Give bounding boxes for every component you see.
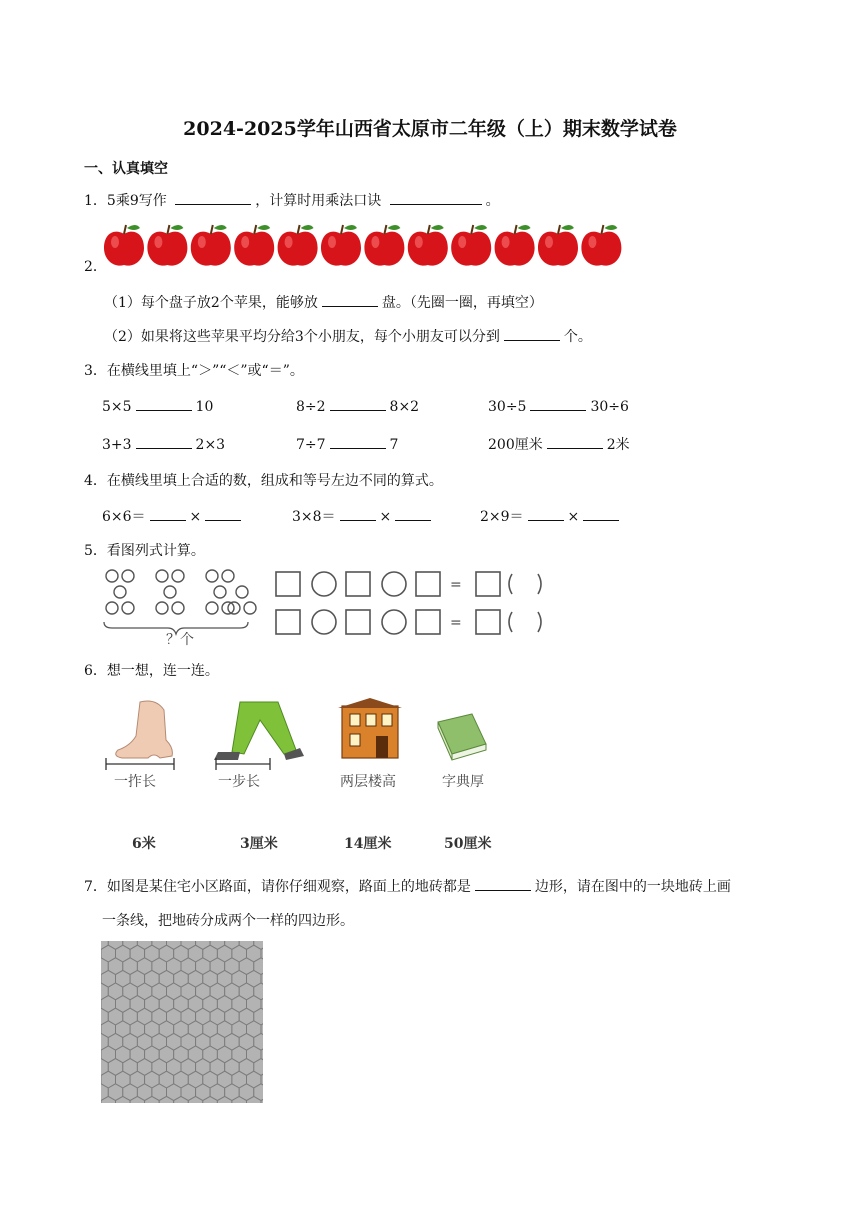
answer-blank[interactable] — [150, 506, 186, 521]
answer-blank[interactable] — [504, 326, 560, 341]
matching-figure — [100, 696, 500, 858]
answer-blank[interactable] — [330, 434, 386, 449]
hexagon-tile[interactable] — [123, 1109, 138, 1126]
hexagon-tile[interactable] — [108, 1109, 123, 1126]
hexagon-tile[interactable] — [254, 1109, 268, 1126]
hexagon-tile[interactable] — [261, 1071, 276, 1088]
hexagon-tile[interactable] — [167, 1109, 182, 1126]
equation-item: 2×9＝ × — [480, 506, 623, 526]
equals-sign: = — [450, 615, 462, 631]
question-number: 5． — [84, 543, 107, 559]
compare-item: 3+3 2×3 — [102, 434, 225, 453]
question-text: 个。 — [563, 329, 592, 345]
section-heading: 一、认真填空 — [84, 161, 168, 177]
apple-icon — [104, 225, 144, 266]
hexagon-tile[interactable] — [225, 1109, 240, 1126]
dictionary-picture — [438, 714, 486, 760]
hexagon-tile[interactable] — [239, 1109, 254, 1126]
hexagon-tile[interactable] — [261, 1096, 276, 1113]
hexagon-tile[interactable] — [196, 1109, 211, 1126]
answer-blank[interactable] — [528, 506, 564, 521]
hexagon-tile[interactable] — [203, 1096, 218, 1113]
question-text: 在横线里填上合适的数，组成和等号左边不同的算式。 — [106, 473, 443, 489]
question-text: （2）如果将这些苹果平均分给3个小朋友，每个小朋友可以分到 — [104, 329, 500, 345]
value-option[interactable]: 50厘米 — [444, 836, 492, 852]
question-number: 3． — [84, 363, 107, 379]
answer-blank[interactable] — [175, 190, 251, 205]
answer-blank[interactable] — [322, 292, 378, 307]
caption-building-height: 两层楼高 — [340, 774, 396, 790]
apple-icon — [408, 225, 448, 266]
value-option[interactable]: 6米 — [132, 836, 156, 852]
question-2-part-2 — [104, 326, 592, 346]
question-2-part-1 — [104, 292, 543, 312]
hexagon-tile[interactable] — [101, 1096, 116, 1113]
equation-item: 6×6＝ × — [102, 506, 245, 526]
hexagon-tile[interactable] — [87, 1046, 102, 1063]
hand-span-picture — [106, 701, 174, 770]
question-number: 6． — [84, 663, 107, 679]
compare-item: 5×5 10 — [102, 396, 213, 415]
caption-hand-span: 一拃长 — [114, 774, 156, 790]
hexagon-tile[interactable] — [261, 970, 276, 987]
hexagon-tile[interactable] — [79, 958, 94, 975]
hexagon-tile[interactable] — [87, 1096, 102, 1113]
answer-blank[interactable] — [530, 396, 586, 411]
caption-dictionary-thickness: 字典厚 — [442, 774, 484, 790]
hexagon-tile[interactable] — [94, 1109, 109, 1126]
question-text: 。 — [485, 193, 500, 209]
apple-row — [102, 222, 622, 270]
hexagon-tile[interactable] — [79, 1033, 94, 1050]
answer-blank[interactable] — [547, 434, 603, 449]
question-number: 7． — [84, 879, 107, 895]
hexagon-tile-pavement[interactable] — [101, 941, 263, 1103]
compare-item: 30÷5 30÷6 — [488, 396, 629, 415]
question-text: 5乘9写作 — [106, 193, 167, 209]
hexagon-tile[interactable] — [247, 1096, 262, 1113]
hexagon-tile[interactable] — [79, 1008, 94, 1025]
hexagon-tile[interactable] — [87, 1071, 102, 1088]
answer-blank[interactable] — [395, 506, 431, 521]
hexagon-tile[interactable] — [87, 970, 102, 987]
question-text: 如图是某住宅小区路面，请你仔细观察，路面上的地砖都是 — [106, 879, 471, 895]
question-text: 看图列式计算。 — [106, 543, 205, 559]
circle-groups-figure — [100, 566, 550, 648]
compare-item: 8÷2 8×2 — [296, 396, 419, 415]
question-number: 2． — [84, 259, 107, 275]
hexagon-tile[interactable] — [145, 1096, 160, 1113]
hexagon-tile[interactable] — [261, 945, 276, 962]
answer-blank[interactable] — [475, 876, 531, 891]
question-number: 4． — [84, 473, 107, 489]
hexagon-tile[interactable] — [261, 1021, 276, 1038]
hexagon-tile[interactable] — [87, 920, 102, 937]
apple-icon — [451, 225, 491, 266]
equals-sign: = — [450, 577, 462, 593]
hexagon-tile[interactable] — [79, 1109, 94, 1126]
hexagon-tile[interactable] — [181, 1109, 196, 1126]
question-text: 想一想，连一连。 — [106, 663, 219, 679]
question-text: ，计算时用乘法口诀 — [255, 193, 382, 209]
caption-step-length: 一步长 — [218, 774, 260, 790]
hexagon-tile[interactable] — [116, 1096, 131, 1113]
hexagon-tile[interactable] — [79, 1084, 94, 1101]
hexagon-tile[interactable] — [232, 1096, 247, 1113]
apple-icon — [147, 225, 187, 266]
apple-icon — [581, 225, 621, 266]
compare-item: 7÷7 7 — [296, 434, 398, 453]
question-text: 一条线，把地砖分成两个一样的四边形。 — [102, 913, 354, 929]
hexagon-tile[interactable] — [217, 1096, 232, 1113]
hexagon-tile[interactable] — [79, 983, 94, 1000]
hexagon-tile[interactable] — [152, 1109, 167, 1126]
apple-icon — [321, 225, 361, 266]
apple-icon — [234, 225, 274, 266]
apple-icon — [278, 225, 318, 266]
question-7 — [84, 876, 731, 896]
hexagon-tile[interactable] — [79, 933, 94, 950]
hexagon-tile[interactable] — [159, 1096, 174, 1113]
question-mark-label: ？个 — [166, 632, 194, 648]
question-text: （1）每个盘子放2个苹果，能够放 — [104, 295, 318, 311]
apple-icon — [364, 225, 404, 266]
answer-blank[interactable] — [583, 506, 619, 521]
apple-icon — [191, 225, 231, 266]
two-story-building-picture — [338, 698, 402, 758]
value-option[interactable]: 14厘米 — [344, 836, 392, 852]
step-length-picture — [214, 702, 304, 770]
hexagon-tile[interactable] — [261, 996, 276, 1013]
question-text: 在横线里填上“＞”“＜”或“＝”。 — [106, 363, 304, 379]
hexagon-tile[interactable] — [87, 945, 102, 962]
answer-blank[interactable] — [136, 396, 192, 411]
answer-blank[interactable] — [340, 506, 376, 521]
question-4 — [84, 470, 443, 490]
answer-blank[interactable] — [136, 434, 192, 449]
page-title: 2024-2025学年山西省太原市二年级（上）期末数学试卷 — [183, 118, 677, 140]
question-number: 1． — [84, 193, 107, 209]
hexagon-tile[interactable] — [87, 996, 102, 1013]
answer-blank[interactable] — [330, 396, 386, 411]
hexagon-tile[interactable] — [137, 1109, 152, 1126]
hexagon-tile[interactable] — [130, 1096, 145, 1113]
hexagon-tile[interactable] — [174, 1096, 189, 1113]
question-1 — [84, 190, 500, 210]
hexagon-tile[interactable] — [79, 1059, 94, 1076]
question-6 — [84, 660, 219, 680]
question-3 — [84, 360, 304, 380]
question-text: 盘。（先圈一圈，再填空） — [381, 295, 543, 311]
hexagon-tile[interactable] — [261, 1046, 276, 1063]
hexagon-tile[interactable] — [188, 1096, 203, 1113]
hexagon-tile[interactable] — [87, 1021, 102, 1038]
apple-icon — [495, 225, 535, 266]
value-option[interactable]: 3厘米 — [240, 836, 278, 852]
question-5 — [84, 540, 205, 560]
apple-icon — [538, 225, 578, 266]
equation-item: 3×8＝ × — [292, 506, 435, 526]
answer-blank[interactable] — [390, 190, 482, 205]
answer-blank[interactable] — [205, 506, 241, 521]
question-text: 边形，请在图中的一块地砖上画 — [534, 879, 731, 895]
hexagon-tile[interactable] — [210, 1109, 225, 1126]
compare-item: 200厘米 2米 — [488, 434, 630, 454]
